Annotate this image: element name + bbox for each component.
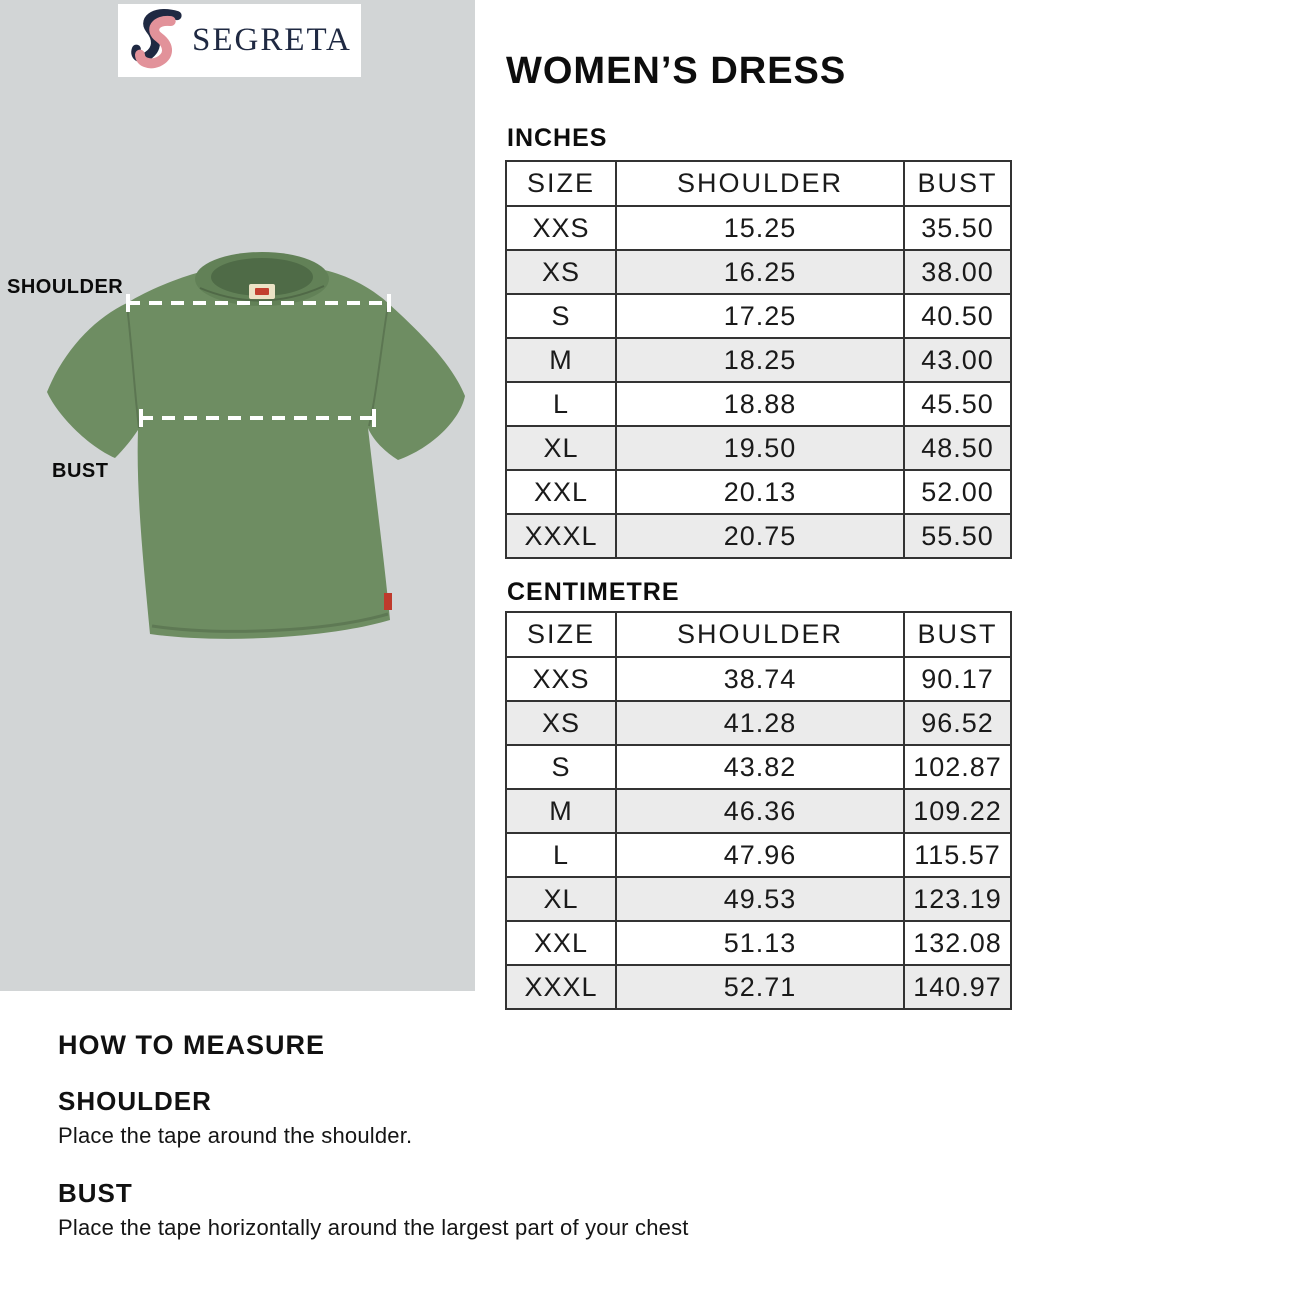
measurement-cell: 132.08 <box>904 921 1011 965</box>
size-row <box>506 921 1011 965</box>
measurement-cell: 46.36 <box>616 789 904 833</box>
how-to-shoulder-heading: SHOULDER <box>58 1086 212 1116</box>
measurement-cell: 102.87 <box>904 745 1011 789</box>
size-row <box>506 382 1011 426</box>
column-header: BUST <box>904 161 1011 206</box>
size-cell: XXXL <box>506 965 616 1009</box>
measurement-cell: 38.74 <box>616 657 904 701</box>
size-row <box>506 745 1011 789</box>
size-cell: XXS <box>506 206 616 250</box>
size-row <box>506 294 1011 338</box>
inches-size-table <box>505 160 1012 559</box>
measurement-cell: 17.25 <box>616 294 904 338</box>
how-to-measure-title: HOW TO MEASURE <box>58 1030 326 1060</box>
size-row <box>506 965 1011 1009</box>
measurement-cell: 48.50 <box>904 426 1011 470</box>
size-cell: S <box>506 745 616 789</box>
measurement-cell: 41.28 <box>616 701 904 745</box>
measurement-cell: 49.53 <box>616 877 904 921</box>
measurement-cell: 40.50 <box>904 294 1011 338</box>
column-header: SIZE <box>506 161 616 206</box>
size-row <box>506 701 1011 745</box>
size-row <box>506 338 1011 382</box>
size-cell: L <box>506 382 616 426</box>
centimetre-table-title: CENTIMETRE <box>507 578 680 606</box>
how-to-bust-heading: BUST <box>58 1178 133 1208</box>
size-cell: M <box>506 789 616 833</box>
inches-table-title: INCHES <box>507 124 608 152</box>
measurement-cell: 55.50 <box>904 514 1011 558</box>
size-cell: S <box>506 294 616 338</box>
size-row <box>506 470 1011 514</box>
column-header: SHOULDER <box>616 612 904 657</box>
size-cell: XXXL <box>506 514 616 558</box>
measurement-cell: 18.88 <box>616 382 904 426</box>
how-to-shoulder-text: Place the tape around the shoulder. <box>58 1123 413 1148</box>
measurement-cell: 47.96 <box>616 833 904 877</box>
size-row <box>506 250 1011 294</box>
size-row <box>506 426 1011 470</box>
brand-logo <box>118 4 361 77</box>
measurement-cell: 43.00 <box>904 338 1011 382</box>
measurement-cell: 19.50 <box>616 426 904 470</box>
measurement-cell: 18.25 <box>616 338 904 382</box>
measurement-cell: 35.50 <box>904 206 1011 250</box>
column-header: SHOULDER <box>616 161 904 206</box>
column-header: SIZE <box>506 612 616 657</box>
size-row <box>506 514 1011 558</box>
measurement-cell: 52.00 <box>904 470 1011 514</box>
header-row <box>506 161 1011 206</box>
product-panel <box>0 0 475 991</box>
size-cell: L <box>506 833 616 877</box>
measurement-cell: 52.71 <box>616 965 904 1009</box>
header-row <box>506 612 1011 657</box>
size-cell: XL <box>506 877 616 921</box>
size-row <box>506 657 1011 701</box>
size-row <box>506 206 1011 250</box>
brand-logo-icon <box>130 8 188 74</box>
measurement-cell: 123.19 <box>904 877 1011 921</box>
size-cell: XS <box>506 701 616 745</box>
measurement-cell: 20.13 <box>616 470 904 514</box>
measurement-cell: 96.52 <box>904 701 1011 745</box>
page-title: WOMEN’S DRESS <box>506 50 847 92</box>
measurement-cell: 90.17 <box>904 657 1011 701</box>
side-tab <box>384 593 392 610</box>
size-row <box>506 877 1011 921</box>
measurement-cell: 45.50 <box>904 382 1011 426</box>
measurement-cell: 20.75 <box>616 514 904 558</box>
tshirt-body <box>47 263 465 638</box>
centimetre-size-table <box>505 611 1012 1010</box>
measurement-cell: 15.25 <box>616 206 904 250</box>
size-cell: XS <box>506 250 616 294</box>
size-row <box>506 833 1011 877</box>
brand-logo-text: SEGRETA <box>192 22 352 58</box>
size-cell: XXL <box>506 921 616 965</box>
bust-measure-label: BUST <box>52 460 109 482</box>
measurement-cell: 38.00 <box>904 250 1011 294</box>
measurement-cell: 140.97 <box>904 965 1011 1009</box>
how-to-bust-text: Place the tape horizontally around the largest part of your chest <box>58 1215 689 1240</box>
measurement-cell: 16.25 <box>616 250 904 294</box>
size-cell: XXS <box>506 657 616 701</box>
tshirt-image <box>40 248 470 648</box>
collar-tag <box>249 284 275 299</box>
size-row <box>506 789 1011 833</box>
size-cell: M <box>506 338 616 382</box>
measurement-cell: 43.82 <box>616 745 904 789</box>
size-cell: XXL <box>506 470 616 514</box>
shoulder-measure-label: SHOULDER <box>7 276 124 298</box>
measurement-cell: 109.22 <box>904 789 1011 833</box>
column-header: BUST <box>904 612 1011 657</box>
measurement-cell: 115.57 <box>904 833 1011 877</box>
measurement-cell: 51.13 <box>616 921 904 965</box>
size-cell: XL <box>506 426 616 470</box>
